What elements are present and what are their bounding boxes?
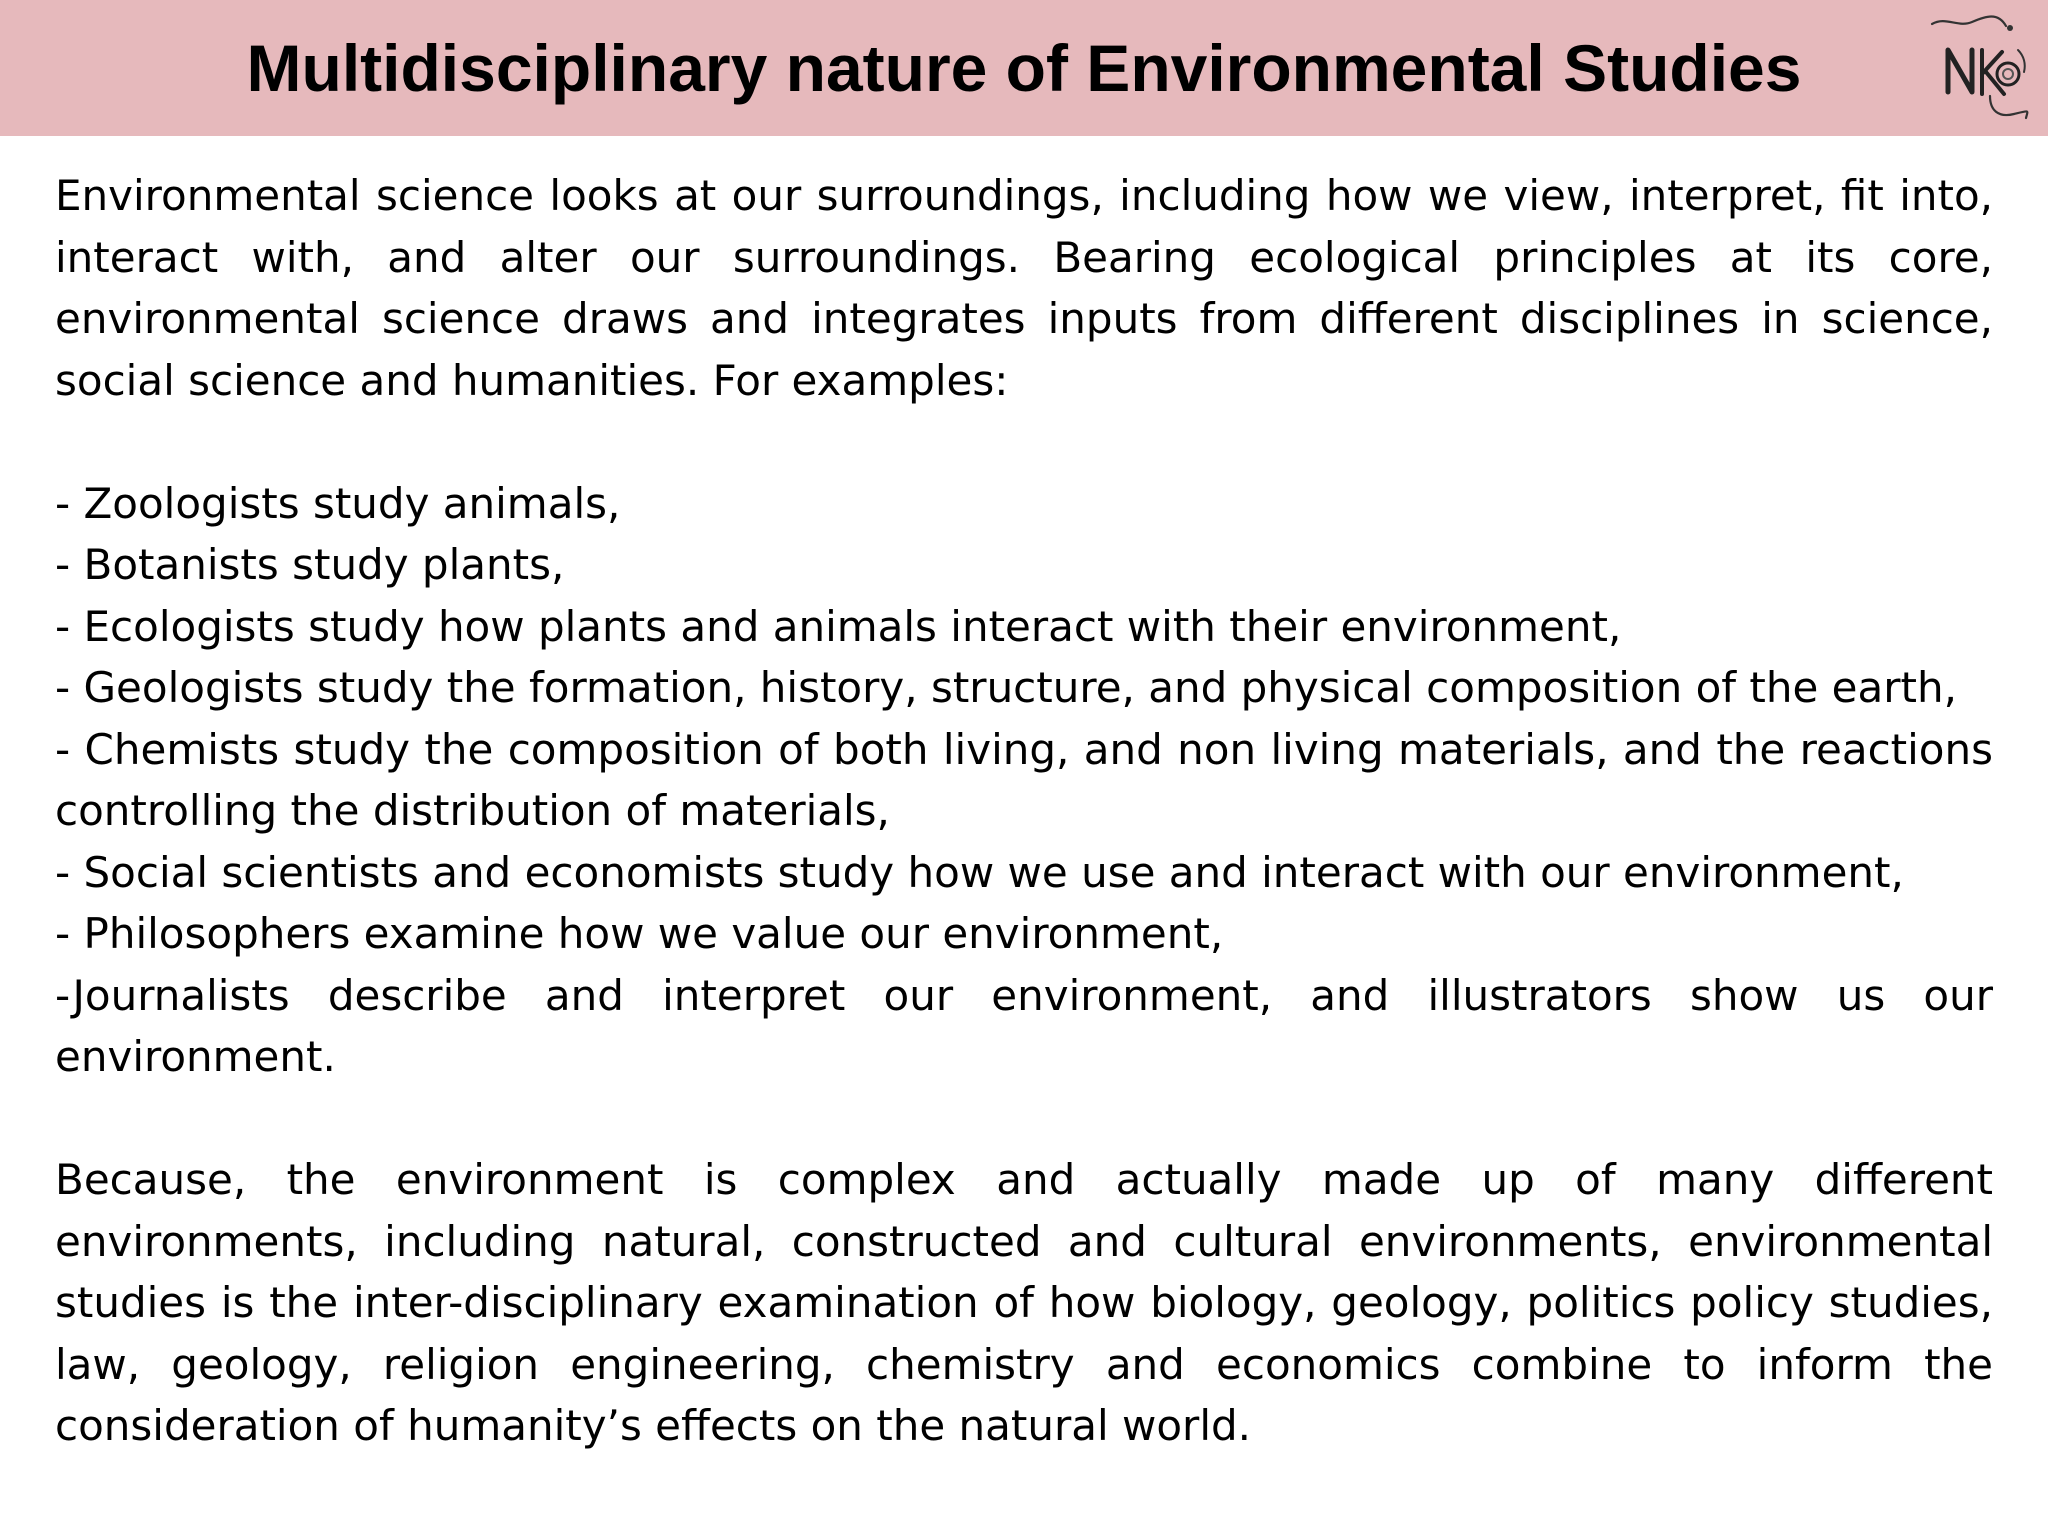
- example-item-botanists: - Botanists study plants,: [55, 540, 565, 589]
- spacer: [55, 411, 1993, 473]
- conclusion-paragraph: Because, the environment is complex and actually made up of many different environments, including natural, constructed and cultural environments, environmental studies is the inter-disciplinary examination of how biology, geology, politics policy studies, law, geology, religion engineering, chemistry and economics combine to inform the consideration of humanity’s effects on the natural world.: [55, 1155, 1993, 1450]
- spacer: [55, 1088, 1993, 1150]
- example-item-journalists: -Journalists describe and interpret our environment, and illustrators show us our environment.: [55, 970, 1993, 1081]
- intro-paragraph: Environmental science looks at our surroundings, including how we view, interpret, fit into, interact with, and alter our surroundings. Bearing ecological principles at its core, environmental science draws and integrates inputs from different disciplines in science, social science and humanities. For examples:: [55, 171, 1993, 405]
- example-item-chemists: - Chemists study the composition of both living, and non living materials, and the reactions controlling the distribution of materials,: [55, 724, 1993, 835]
- slide-title: Multidisciplinary nature of Environmental Studies: [246, 31, 1802, 105]
- example-item-social-scientists: - Social scientists and economists study how we use and interact with our environment,: [55, 847, 1904, 897]
- nkp-monogram-logo-icon: [1928, 14, 2032, 124]
- slide-body: [55, 165, 1993, 1457]
- example-item-ecologists: - Ecologists study how plants and animals interact with their environment,: [55, 601, 1622, 651]
- example-item-geologists: - Geologists study the formation, history, structure, and physical composition of the earth,: [55, 663, 1957, 712]
- example-item-philosophers: - Philosophers examine how we value our environment,: [55, 909, 1224, 958]
- example-item-zoologists: - Zoologists study animals,: [55, 478, 621, 528]
